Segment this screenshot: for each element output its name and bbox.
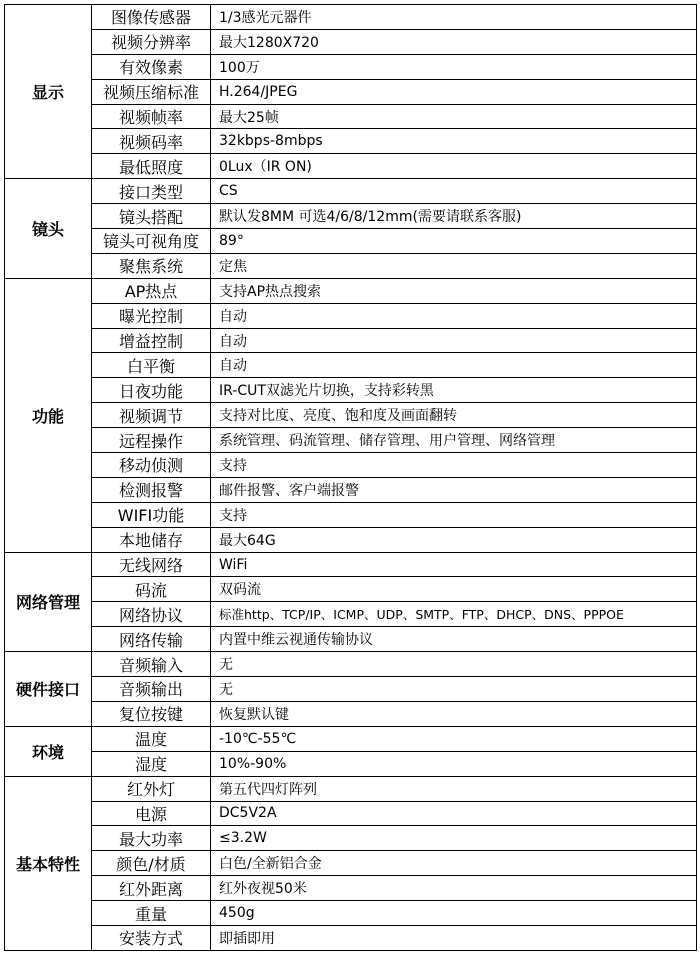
param-name-cell: 增益控制 (92, 328, 211, 353)
spec-row (5, 303, 697, 328)
spec-row (5, 776, 697, 801)
param-name-cell: 颜色/材质 (92, 851, 211, 876)
param-name-cell: 视频码率 (92, 129, 211, 154)
param-value-cell: 最大25帧 (211, 104, 697, 129)
spec-row (5, 328, 697, 353)
category-cell: 显示 (5, 5, 92, 179)
spec-row (5, 627, 697, 652)
param-name-cell: 有效像素 (92, 54, 211, 79)
param-value-cell: 双码流 (211, 577, 697, 602)
param-value-cell: 10%-90% (211, 751, 697, 776)
param-value-cell: 即插即用 (211, 925, 697, 950)
spec-table-body (5, 5, 697, 951)
param-name-cell: 镜头可视角度 (92, 229, 211, 254)
spec-row (5, 54, 697, 79)
param-name-cell: 远程操作 (92, 428, 211, 453)
spec-row (5, 253, 697, 278)
category-cell: 硬件接口 (5, 652, 92, 727)
param-name-cell: WIFI功能 (92, 502, 211, 527)
param-name-cell: 电源 (92, 801, 211, 826)
param-value-cell: 支持 (211, 502, 697, 527)
param-value-cell: 1/3感光元器件 (211, 5, 697, 30)
param-name-cell: 视频调节 (92, 403, 211, 428)
param-value-cell: 450g (211, 901, 697, 926)
param-value-cell: 32kbps-8mbps (211, 129, 697, 154)
param-value-cell: 最大1280X720 (211, 29, 697, 54)
category-cell: 镜头 (5, 179, 92, 279)
param-value-cell: -10℃-55℃ (211, 726, 697, 751)
param-name-cell: 视频分辨率 (92, 29, 211, 54)
param-value-cell: 自动 (211, 328, 697, 353)
spec-row (5, 801, 697, 826)
param-name-cell: 聚焦系统 (92, 253, 211, 278)
param-name-cell: 图像传感器 (92, 5, 211, 30)
param-value-cell: H.264/JPEG (211, 79, 697, 104)
spec-row (5, 701, 697, 726)
spec-row (5, 403, 697, 428)
param-value-cell: 内置中维云视通传输协议 (211, 627, 697, 652)
spec-row (5, 552, 697, 577)
category-cell: 环境 (5, 726, 92, 776)
spec-row (5, 851, 697, 876)
category-cell: 功能 (5, 278, 92, 552)
spec-row (5, 5, 697, 30)
param-name-cell: 镜头搭配 (92, 204, 211, 229)
spec-table (4, 4, 697, 951)
param-value-cell: 邮件报警、客户端报警 (211, 477, 697, 502)
param-value-cell: 自动 (211, 353, 697, 378)
param-name-cell: 码流 (92, 577, 211, 602)
param-value-cell: 自动 (211, 303, 697, 328)
spec-row (5, 179, 697, 204)
param-value-cell: 第五代四灯阵列 (211, 776, 697, 801)
param-value-cell: 红外夜视50米 (211, 876, 697, 901)
param-value-cell: 白色/全新铝合金 (211, 851, 697, 876)
param-name-cell: 曝光控制 (92, 303, 211, 328)
spec-row (5, 353, 697, 378)
param-value-cell: 系统管理、码流管理、储存管理、用户管理、网络管理 (211, 428, 697, 453)
param-value-cell: 100万 (211, 54, 697, 79)
param-name-cell: 无线网络 (92, 552, 211, 577)
spec-row (5, 502, 697, 527)
param-name-cell: 视频帧率 (92, 104, 211, 129)
spec-row (5, 378, 697, 403)
spec-row (5, 229, 697, 254)
spec-row (5, 826, 697, 851)
param-value-cell: DC5V2A (211, 801, 697, 826)
param-value-cell: 无 (211, 652, 697, 677)
category-cell: 基本特性 (5, 776, 92, 950)
spec-row (5, 901, 697, 926)
spec-row (5, 79, 697, 104)
param-name-cell: 音频输出 (92, 677, 211, 702)
param-value-cell: CS (211, 179, 697, 204)
param-value-cell: 支持 (211, 453, 697, 478)
category-cell: 网络管理 (5, 552, 92, 652)
param-value-cell: 无 (211, 677, 697, 702)
spec-row (5, 129, 697, 154)
param-name-cell: AP热点 (92, 278, 211, 303)
param-value-cell: 0Lux（IR ON) (211, 154, 697, 179)
param-value-cell: 恢复默认键 (211, 701, 697, 726)
spec-row (5, 577, 697, 602)
param-name-cell: 检测报警 (92, 477, 211, 502)
param-name-cell: 接口类型 (92, 179, 211, 204)
param-name-cell: 白平衡 (92, 353, 211, 378)
spec-row (5, 925, 697, 950)
spec-row (5, 527, 697, 552)
param-value-cell: 89° (211, 229, 697, 254)
param-value-cell: IR-CUT双滤光片切换，支持彩转黑 (211, 378, 697, 403)
param-name-cell: 网络协议 (92, 602, 211, 627)
param-name-cell: 红外灯 (92, 776, 211, 801)
param-value-cell: WiFi (211, 552, 697, 577)
param-name-cell: 最低照度 (92, 154, 211, 179)
param-name-cell: 最大功率 (92, 826, 211, 851)
param-name-cell: 网络传输 (92, 627, 211, 652)
param-name-cell: 重量 (92, 901, 211, 926)
param-name-cell: 复位按键 (92, 701, 211, 726)
param-value-cell: 最大64G (211, 527, 697, 552)
param-name-cell: 安装方式 (92, 925, 211, 950)
param-value-cell: ≤3.2W (211, 826, 697, 851)
spec-row (5, 751, 697, 776)
param-name-cell: 移动侦测 (92, 453, 211, 478)
param-value-cell: 支持对比度、亮度、饱和度及画面翻转 (211, 403, 697, 428)
param-name-cell: 本地储存 (92, 527, 211, 552)
spec-row (5, 602, 697, 627)
spec-row (5, 104, 697, 129)
spec-row (5, 876, 697, 901)
spec-row (5, 428, 697, 453)
spec-row (5, 278, 697, 303)
spec-row (5, 477, 697, 502)
param-value-cell: 定焦 (211, 253, 697, 278)
param-name-cell: 湿度 (92, 751, 211, 776)
param-name-cell: 音频输入 (92, 652, 211, 677)
spec-row (5, 154, 697, 179)
spec-row (5, 652, 697, 677)
param-name-cell: 视频压缩标准 (92, 79, 211, 104)
param-name-cell: 红外距离 (92, 876, 211, 901)
param-name-cell: 温度 (92, 726, 211, 751)
spec-row (5, 726, 697, 751)
spec-row (5, 677, 697, 702)
spec-row (5, 453, 697, 478)
param-value-cell: 支持AP热点搜索 (211, 278, 697, 303)
param-name-cell: 日夜功能 (92, 378, 211, 403)
spec-row (5, 204, 697, 229)
spec-row (5, 29, 697, 54)
param-value-cell: 标准http、TCP/IP、ICMP、UDP、SMTP、FTP、DHCP、DNS、PPPOE (211, 602, 697, 627)
param-value-cell: 默认发8MM 可选4/6/8/12mm(需要请联系客服) (211, 204, 697, 229)
